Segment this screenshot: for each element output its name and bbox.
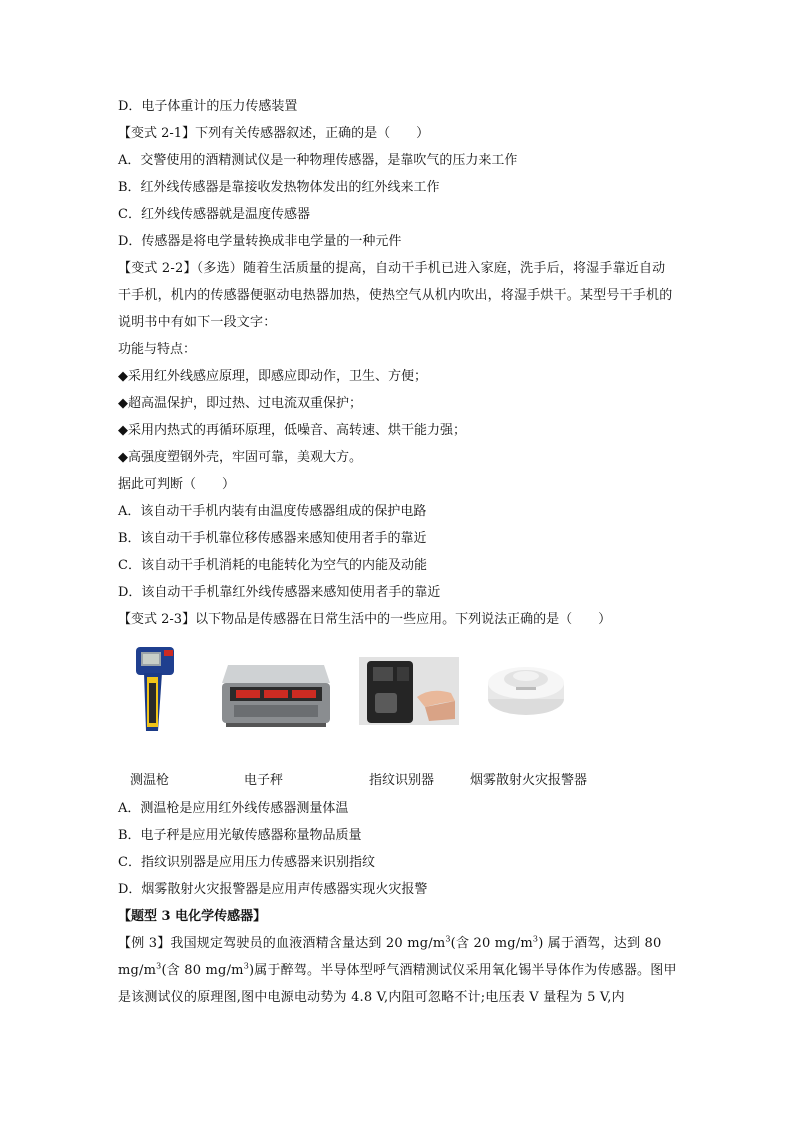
example-3-part-1: 【例 3】我国规定驾驶员的血液酒精含量达到 20 mg/m [118,936,446,951]
caption-fingerprint: 指纹识别器 [369,773,435,788]
superscript-1: 3 [445,934,451,944]
caption-smoke-detector: 烟雾散射火灾报警器 [470,773,588,788]
question-2-3-option-a: A．测温枪是应用红外线传感器测量体温 [118,801,349,816]
superscript-3: 3 [156,961,162,971]
fingerprint-reader-image [359,657,459,725]
example-3-part-3: ) 属于酒驾，达到 80 mg/m [118,936,662,978]
question-2-1-option-b: B．红外线传感器是靠接收发热物体发出的红外线来工作 [118,180,440,195]
electronic-scale-image [218,657,334,731]
figure-row [118,643,678,769]
caption-thermometer: 测温枪 [130,773,170,788]
question-2-3-option-c: C．指纹识别器是应用压力传感器来识别指纹 [118,855,375,870]
question-2-2-stem: 【变式 2-2】（多选）随着生活质量的提高，自动干手机已进入家庭，洗手后，将湿手靠近自动干手机，机内的传感器便驱动电热器加热，使热空气从机内吹出，将湿手烘干。某型号干手机的说明书中有如下一段文字： [118,261,673,330]
question-2-1-option-a: A．交警使用的酒精测试仪是一种物理传感器，是靠吹气的压力来工作 [118,153,518,168]
question-2-2-prompt: 据此可判断（ ） [118,477,236,492]
question-2-3-stem: 【变式 2-3】以下物品是传感器在日常生活中的一些应用。下列说法正确的是（ ） [118,612,612,627]
thermometer-gun-image [128,643,180,735]
option-d-prev: D．电子体重计的压力传感装置 [118,99,298,114]
smoke-detector-image [486,657,566,721]
question-2-3-option-d: D．烟雾散射火灾报警器是应用声传感器实现火灾报警 [118,882,428,897]
question-2-2-option-a: A．该自动干手机内装有由温度传感器组成的保护电路 [118,504,427,519]
feature-4: ◆高强度塑钢外壳，牢固可靠，美观大方。 [118,450,362,465]
example-3-paragraph [118,930,678,1011]
question-2-2-option-d: D．该自动干手机靠红外线传感器来感知使用者手的靠近 [118,585,441,600]
example-3-part-5: )属于醉驾。半导体型呼气酒精测试仪采用氧化锡半导体作为传感器。图甲是该测试仪的原理图,图中电源电动势为 4.8 V,内阻可忽略不计;电压表 V 量程为 5 V,内 [118,963,677,1005]
figure-captions [118,769,678,795]
feature-1: ◆采用红外线感应原理，即感应即动作，卫生、方便； [118,369,427,384]
question-2-2-option-c: C．该自动干手机消耗的电能转化为空气的内能及动能 [118,558,427,573]
question-2-1-option-d: D．传感器是将电学量转换成非电学量的一种元件 [118,234,402,249]
feature-2: ◆超高温保护，即过热、过电流双重保护； [118,396,362,411]
caption-scale: 电子秤 [244,773,284,788]
example-3-part-4: (含 80 mg/m [161,963,244,978]
example-3-part-2: (含 20 mg/m [450,936,533,951]
question-2-1-stem: 【变式 2-1】下列有关传感器叙述，正确的是（ ） [118,126,430,141]
superscript-4: 3 [243,961,249,971]
question-2-1-option-c: C．红外线传感器就是温度传感器 [118,207,310,222]
question-2-2-option-b: B．该自动干手机靠位移传感器来感知使用者手的靠近 [118,531,427,546]
section-heading: 【题型 3 电化学传感器】 [118,909,267,924]
feature-3: ◆采用内热式的再循环原理，低噪音、高转速、烘干能力强； [118,423,466,438]
superscript-2: 3 [532,934,539,944]
features-heading: 功能与特点： [118,342,197,357]
document-page [118,93,678,1011]
question-2-3-option-b: B．电子秤是应用光敏传感器称量物品质量 [118,828,362,843]
